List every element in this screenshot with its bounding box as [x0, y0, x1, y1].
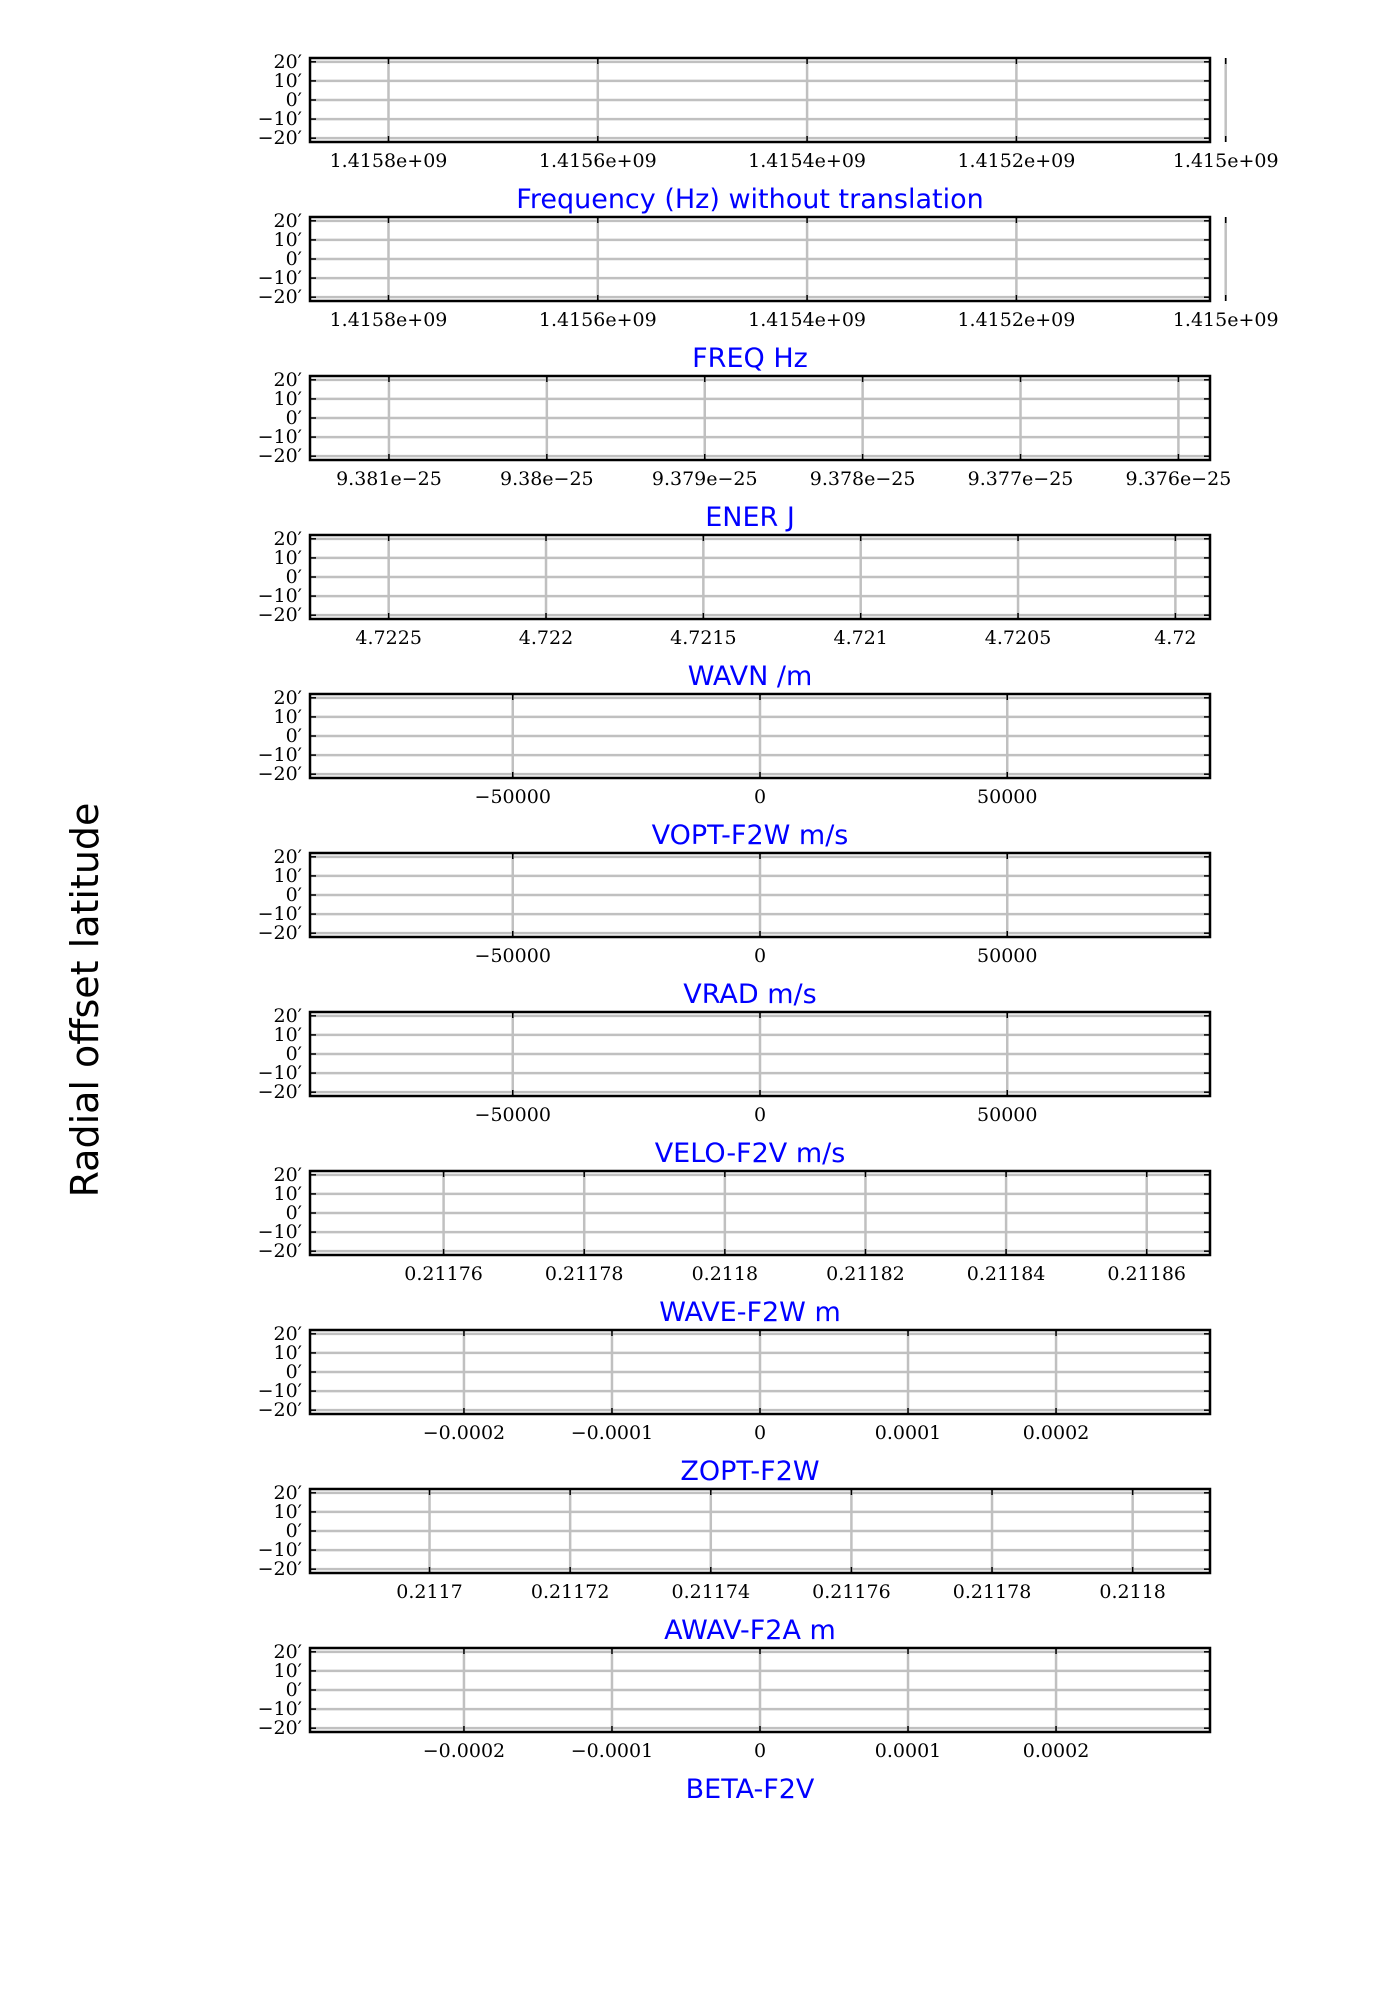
- ytick-label: −10′: [257, 108, 302, 131]
- xtick-label: 9.379e−25: [651, 468, 758, 490]
- xtick-label: 0: [753, 945, 767, 967]
- xtick-label: 0: [753, 1422, 767, 1444]
- ytick-label: −10′: [257, 1380, 302, 1403]
- xtick-label: 0.0001: [874, 1740, 942, 1762]
- ytick-label: 0′: [285, 1679, 302, 1701]
- xtick-label: 0.21176: [404, 1263, 483, 1285]
- xtick-label: 9.381e−25: [336, 468, 442, 490]
- ytick-label: 10′: [273, 705, 302, 728]
- ytick-label: −20′: [257, 763, 302, 786]
- ytick-label: −10′: [257, 903, 302, 926]
- xtick-label: 0.21174: [671, 1581, 751, 1603]
- xtick-label: 0.21178: [952, 1581, 1032, 1603]
- xtick-label: 0.21186: [1107, 1263, 1187, 1285]
- panel-9: [258, 1323, 1210, 1487]
- ytick-label: 0′: [285, 89, 302, 111]
- xtick-label: 0.0002: [1022, 1740, 1090, 1762]
- ytick-label: 10′: [273, 1023, 302, 1046]
- ytick-label: 0′: [285, 884, 302, 906]
- xtick-label: 1.4154e+09: [748, 150, 867, 172]
- panel-1: [258, 51, 1279, 215]
- ytick-label: −20′: [257, 445, 302, 468]
- panels: [258, 51, 1279, 1805]
- xtick-label: −0.0002: [422, 1740, 506, 1762]
- axis-caption: ENER J: [705, 502, 795, 533]
- xtick-label: 1.4154e+09: [748, 309, 867, 331]
- panel-8: [258, 1164, 1210, 1328]
- ytick-label: 20′: [273, 1640, 302, 1663]
- ytick-label: 20′: [273, 1163, 302, 1186]
- xtick-label: 50000: [977, 945, 1038, 967]
- xtick-label: 9.378e−25: [809, 468, 916, 490]
- axis-caption: Frequency (Hz) without translation: [516, 184, 984, 215]
- xtick-label: 4.7225: [355, 627, 422, 649]
- axis-caption: VELO-F2V m/s: [654, 1138, 846, 1169]
- ytick-label: 10′: [273, 228, 302, 251]
- ytick-label: 10′: [273, 387, 302, 410]
- xtick-label: 0.2118: [1099, 1581, 1166, 1603]
- ytick-label: −10′: [257, 744, 302, 767]
- panel-3: [258, 369, 1232, 533]
- axis-caption: VOPT-F2W m/s: [651, 820, 849, 851]
- ytick-label: 10′: [273, 546, 302, 569]
- ytick-label: 0′: [285, 1361, 302, 1383]
- axis-caption: ZOPT-F2W: [680, 1456, 820, 1487]
- xtick-label: 1.415e+09: [1172, 309, 1279, 331]
- xtick-label: −0.0002: [422, 1422, 506, 1444]
- axis-caption: BETA-F2V: [685, 1774, 815, 1805]
- axis-caption: AWAV-F2A m: [664, 1615, 836, 1646]
- ytick-label: 20′: [273, 209, 302, 232]
- ytick-label: 20′: [273, 1481, 302, 1504]
- xtick-label: −0.0001: [570, 1740, 654, 1762]
- ytick-label: −10′: [257, 585, 302, 608]
- panel-4: [258, 528, 1210, 692]
- xtick-label: 9.38e−25: [500, 468, 594, 490]
- ytick-label: 10′: [273, 1182, 302, 1205]
- ytick-label: 0′: [285, 407, 302, 429]
- xtick-label: 1.4158e+09: [329, 309, 448, 331]
- ytick-label: 20′: [273, 527, 302, 550]
- ytick-label: 20′: [273, 686, 302, 709]
- xtick-label: 0: [753, 1104, 767, 1126]
- ytick-label: −10′: [257, 1062, 302, 1085]
- xtick-label: 1.4156e+09: [538, 309, 657, 331]
- ytick-label: 10′: [273, 1341, 302, 1364]
- xtick-label: 1.4158e+09: [329, 150, 448, 172]
- ytick-label: 0′: [285, 725, 302, 747]
- xtick-label: 0.0001: [874, 1422, 942, 1444]
- ytick-label: 10′: [273, 1500, 302, 1523]
- ytick-label: 0′: [285, 1520, 302, 1542]
- xtick-label: 0.21172: [530, 1581, 610, 1603]
- ytick-label: 20′: [273, 1322, 302, 1345]
- ytick-label: 20′: [273, 1004, 302, 1027]
- ytick-label: 10′: [273, 864, 302, 887]
- ytick-label: −10′: [257, 426, 302, 449]
- xtick-label: 0.2118: [691, 1263, 759, 1285]
- xtick-label: 9.377e−25: [967, 468, 1074, 490]
- panel-11: [258, 1641, 1210, 1805]
- ytick-label: 20′: [273, 368, 302, 391]
- ytick-label: 10′: [273, 69, 302, 92]
- xtick-label: 4.72: [1154, 627, 1197, 649]
- xtick-label: 1.4152e+09: [957, 150, 1076, 172]
- xtick-label: 0.21176: [812, 1581, 891, 1603]
- xtick-label: 4.7205: [984, 627, 1052, 649]
- ytick-label: 10′: [273, 1659, 302, 1682]
- xtick-label: 0.21182: [826, 1263, 905, 1285]
- ytick-label: −20′: [257, 604, 302, 627]
- ytick-label: 20′: [273, 845, 302, 868]
- figure-ylabel: Radial offset latitude: [63, 802, 107, 1198]
- panel-7: [258, 1005, 1210, 1169]
- xtick-label: 0.21178: [544, 1263, 624, 1285]
- xtick-label: 4.721: [833, 627, 888, 649]
- xtick-label: −0.0001: [570, 1422, 654, 1444]
- ytick-label: −20′: [257, 286, 302, 309]
- axis-caption: FREQ Hz: [692, 343, 808, 374]
- ytick-label: −20′: [257, 1399, 302, 1422]
- ytick-label: 20′: [273, 50, 302, 73]
- xtick-label: 1.4156e+09: [538, 150, 657, 172]
- panel-5: [258, 687, 1210, 851]
- panel-6: [258, 846, 1210, 1010]
- ytick-label: 0′: [285, 248, 302, 270]
- xtick-label: 0.21184: [966, 1263, 1046, 1285]
- axis-caption: VRAD m/s: [683, 979, 817, 1010]
- xtick-label: 1.4152e+09: [957, 309, 1076, 331]
- xtick-label: 0.0002: [1022, 1422, 1090, 1444]
- xtick-label: 50000: [977, 786, 1038, 808]
- panel-10: [258, 1482, 1210, 1646]
- xtick-label: 9.376e−25: [1125, 468, 1232, 490]
- axis-caption: WAVN /m: [687, 661, 813, 692]
- xtick-label: −50000: [474, 945, 551, 967]
- ytick-label: −10′: [257, 1221, 302, 1244]
- ytick-label: −20′: [257, 1240, 302, 1263]
- ytick-label: 0′: [285, 1202, 302, 1224]
- xtick-label: 0.2117: [396, 1581, 463, 1603]
- ytick-label: −20′: [257, 127, 302, 150]
- xtick-label: 0: [753, 786, 767, 808]
- panel-2: [258, 210, 1279, 374]
- ytick-label: −10′: [257, 1698, 302, 1721]
- xtick-label: 0: [753, 1740, 767, 1762]
- ytick-label: −10′: [257, 1539, 302, 1562]
- ytick-label: 0′: [285, 1043, 302, 1065]
- ytick-label: −20′: [257, 1717, 302, 1740]
- ytick-label: −20′: [257, 1081, 302, 1104]
- xtick-label: 4.7215: [670, 627, 737, 649]
- ytick-label: −20′: [257, 1558, 302, 1581]
- xtick-label: −50000: [474, 786, 551, 808]
- xtick-label: 1.415e+09: [1172, 150, 1279, 172]
- axis-caption: WAVE-F2W m: [659, 1297, 841, 1328]
- ytick-label: −10′: [257, 267, 302, 290]
- xtick-label: 4.722: [518, 627, 574, 649]
- ytick-label: 0′: [285, 566, 302, 588]
- xtick-label: 50000: [977, 1104, 1038, 1126]
- xtick-label: −50000: [474, 1104, 551, 1126]
- ytick-label: −20′: [257, 922, 302, 945]
